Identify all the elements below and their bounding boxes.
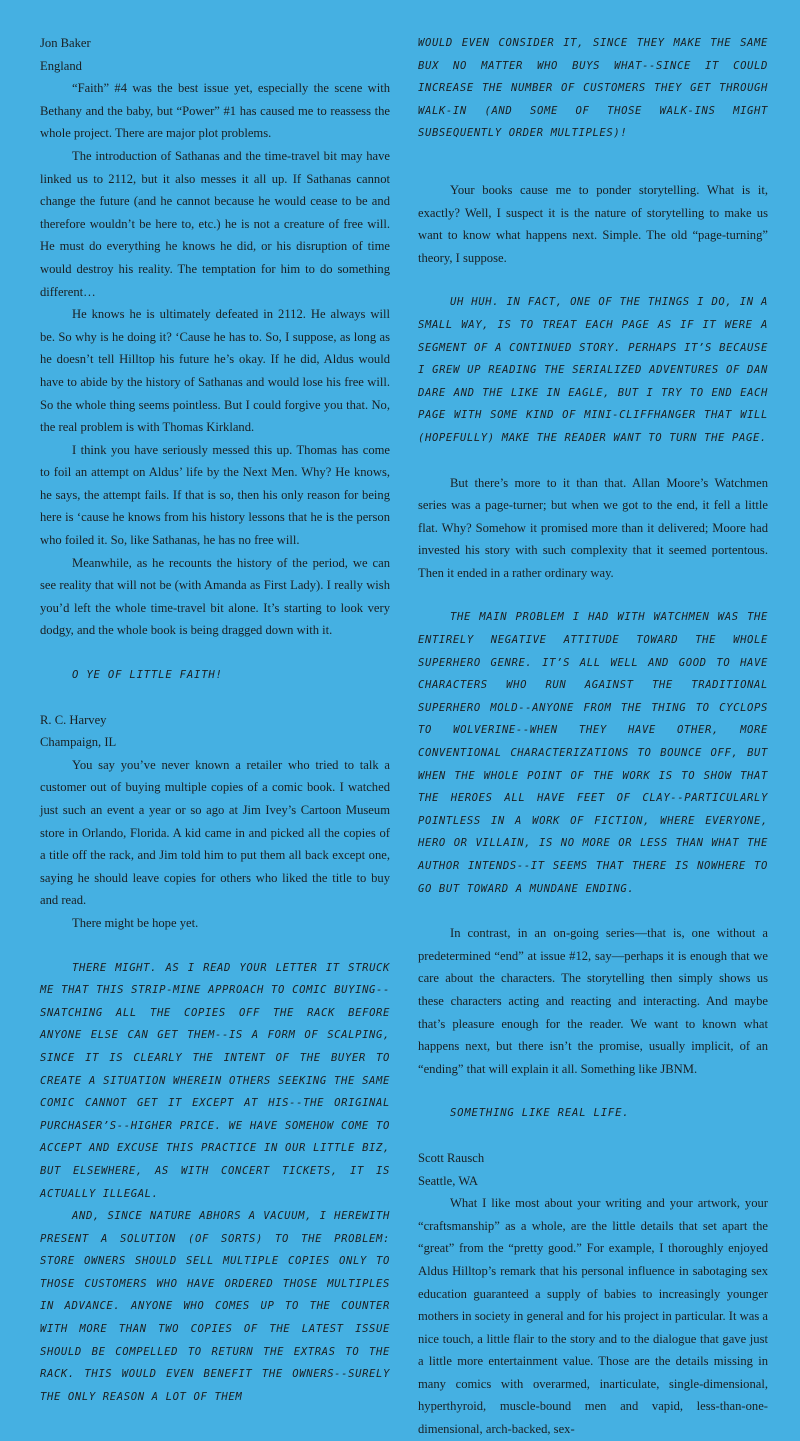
editor-reply: O YE OF LITTLE FAITH! — [72, 669, 223, 682]
letter-paragraph: I think you have seriously messed this up. Thomas has come to foil an attempt on Aldus’ life by the Next Men. Why? He knows, he says, the attempt fails. If that is so, then his only reason for being here is ‘cause he knows from his history lessons that he is the person who foiled it. So, like Sathanas, he has no free will. — [40, 442, 390, 548]
letter-paragraph: You say you’ve never known a retailer who tried to talk a customer out of buying multiple copies of a comic book. I watched just such an event a year or so ago at Jim Ivey’s Cartoon Museum store in Orlando, Florida. A kid came in and picked all the copies of a title off the rack, and Jim told him to put them all back except one, saying he should leave copies for others who liked the title to buy and read. — [40, 757, 390, 908]
editor-reply: SOMETHING LIKE REAL LIFE. — [450, 1107, 630, 1120]
editor-reply: THE MAIN PROBLEM I HAD WITH WATCHMEN WAS THE ENTIRELY NEGATIVE ATTITUDE TOWARD THE WHOLE SUPERHERO GENRE. IT’S ALL WELL AND GOOD TO HAVE CHARACTERS WHO RUN AGAINST THE TRADITIONAL SUPERHERO MOLD--ANYONE FROM THE THING TO CYCLOPS TO WOLVERINE--WHEN THEY HAVE OTHER, MORE CONVENTIONAL CHARACTERIZATIONS TO BOUNCE OFF, BUT WHEN THE WHOLE POINT OF THE WORK IS TO SHOW THAT THE HEROES ALL HAVE FEET OF CLAY--PARTICULARLY POINTLESS IN A WORK OF FICTION, WHERE EVERYONE, HERO OR VILLAIN, IS NO MORE OR LESS THAN WHAT THE AUTHOR INTENDS--IT SEEMS THAT THERE IS NOWHERE TO GO BUT TOWARD A MUNDANE ENDING. — [418, 611, 768, 895]
editor-reply: THERE MIGHT. AS I READ YOUR LETTER IT STRUCK ME THAT THIS STRIP-MINE APPROACH TO COMIC BUYING--SNATCHING ALL THE COPIES OFF THE RACK BEFORE ANYONE ELSE CAN GET THEM--IS A FORM OF SCALPING, SINCE IT IS CLEARLY THE INTENT OF THE BUYER TO CREATE A SITUATION WHEREIN OTHERS SEEKING THE SAME COMIC CANNOT GET IT EXCEPT AT HIS--THE ORIGINAL PURCHASER’S--HIGHER PRICE. WE HAVE SOMEHOW COME TO ACCEPT AND EXCUSE THIS PRACTICE IN OUR LITTLE BIZ, BUT ELSEWHERE, AS WITH CONCERT TICKETS, IT IS ACTUALLY ILLEGAL. — [40, 961, 390, 1200]
letter-paragraph: Your books cause me to ponder storytelling. What is it, exactly? Well, I suspect it is the nature of storytelling to make us want to know what happens next. Simple. The old “page-turning” theory, I suppose. — [418, 182, 768, 265]
editor-reply: AND, SINCE NATURE ABHORS A VACUUM, I HEREWITH PRESENT A SOLUTION (OF SORTS) TO THE PROBLEM: STORE OWNERS SHOULD SELL MULTIPLE COPIES ONLY TO THOSE CUSTOMERS WHO HAVE ORDERED THOSE MULTIPLES IN ADVANCE. ANYONE WHO COMES UP TO THE COUNTER WITH MORE THAN TWO COPIES OF THE LATEST ISSUE SHOULD BE COMPELLED TO RETURN THE EXTRAS TO THE RACK. THIS WOULD EVEN BENEFIT THE OWNERS--SURELY THE ONLY REASON A LOT OF THEM — [40, 1210, 390, 1403]
letter-location: Champaign, IL — [40, 735, 117, 750]
letter-location: England — [40, 58, 82, 73]
letter-paragraph: He knows he is ultimately defeated in 2112. He always will be. So why is he doing it? ‘Cause he has to. So, I suppose, as long as he doesn’t tell Hilltop his future he’s okay. If he did, Aldus would have to abide by the history of Sathanas and would lose his free will. So the whole thing seems pointless. But I could forgive you that. No, the real problem is with Thomas Kirkland. — [40, 307, 390, 435]
letter-paragraph: Meanwhile, as he recounts the history of the period, we can see reality that will not be (with Amanda as First Lady). I really wish you’d left the whole time-travel bit alone. It’s starting to look very dodgy, and the whole book is being dragged down with it. — [40, 555, 390, 638]
letter-author: Jon Baker — [40, 36, 91, 50]
letter-author: R. C. Harvey — [40, 712, 107, 727]
right-column — [418, 32, 768, 1441]
letter-paragraph: But there’s more to it than that. Allan Moore’s Watchmen series was a page-turner; but when we got to the end, it fell a little flat. Why? Somehow it promised more than it delivered; Moore had invested his story with such complexity that it seemed portentous. Then it ended in a rather ordinary way. — [418, 475, 768, 580]
editor-reply: UH HUH. IN FACT, ONE OF THE THINGS I DO, IN A SMALL WAY, IS TO TREAT EACH PAGE AS IF IT WERE A SEGMENT OF A CONTINUED STORY. PERHAPS IT’S BECAUSE I GREW UP READING THE SERIALIZED ADVENTURES OF DAN DARE AND THE LIKE IN EAGLE, BUT I TRY TO END EACH PAGE WITH SOME KIND OF MINI-CLIFFHANGER THAT WILL (HOPEFULLY) MAKE THE READER WANT TO TURN THE PAGE. — [418, 296, 768, 444]
letter-paragraph: What I like most about your writing and your artwork, your “craftsmanship” as a whole, are the little details that set apart the “great” from the “pretty good.” For example, I thoroughly enjoyed Aldus Hilltop’s remark that his personal influence in sabotaging sex education guaranteed a supply of babies to increasingly younger mothers in society in general and for his project in particular. It was a nice touch, a little flair to the story and to the dialogue that gave just a little more entertainment value. Those are the details missing in many comics with overarmed, inarticulate, single-dimensional, hyperthyroid, muscle-bound men and vapid, less-than-one-dimensional, arch-backed, sex- — [418, 1196, 768, 1437]
letter-author: Scott Rausch — [418, 1150, 485, 1165]
letter-paragraph: There might be hope yet. — [72, 915, 199, 930]
editor-reply: WOULD EVEN CONSIDER IT, SINCE THEY MAKE THE SAME BUX NO MATTER WHO BUYS WHAT--SINCE IT COULD INCREASE THE NUMBER OF CUSTOMERS THEY GET THROUGH WALK-IN (AND SOME OF THOSE WALK-INS MIGHT SUBSEQUENTLY ORDER MULTIPLES)! — [418, 37, 768, 140]
letter-paragraph: In contrast, in an on-going series—that is, one without a predetermined “end” at issue #12, say—perhaps it is enough that we care about the characters. The storytelling then simply shows us these characters acting and reacting and interacting. And maybe that’s pleasure enough for the reader. We want to known what happens next, but there isn’t the promise, usually implicit, of an “ending” that will explain it all. Something like JBNM. — [418, 926, 768, 1076]
letter-location: Seattle, WA — [418, 1173, 478, 1188]
letter-paragraph: “Faith” #4 was the best issue yet, especially the scene with Bethany and the baby, but “Power” #1 has caused me to reassess the whole project. There are major plot problems. — [40, 81, 390, 141]
left-column — [40, 32, 390, 1408]
letter-paragraph: The introduction of Sathanas and the time-travel bit may have linked us to 2112, but it also messes it all up. If Sathanas cannot change the future (and he cannot because he would cease to be and therefore wouldn’t be here to, etc.) he is not a creature of free will. He must do everything he knows he did, or his disruption of time would destroy his reality. The temptation for him to do something different… — [40, 148, 390, 299]
